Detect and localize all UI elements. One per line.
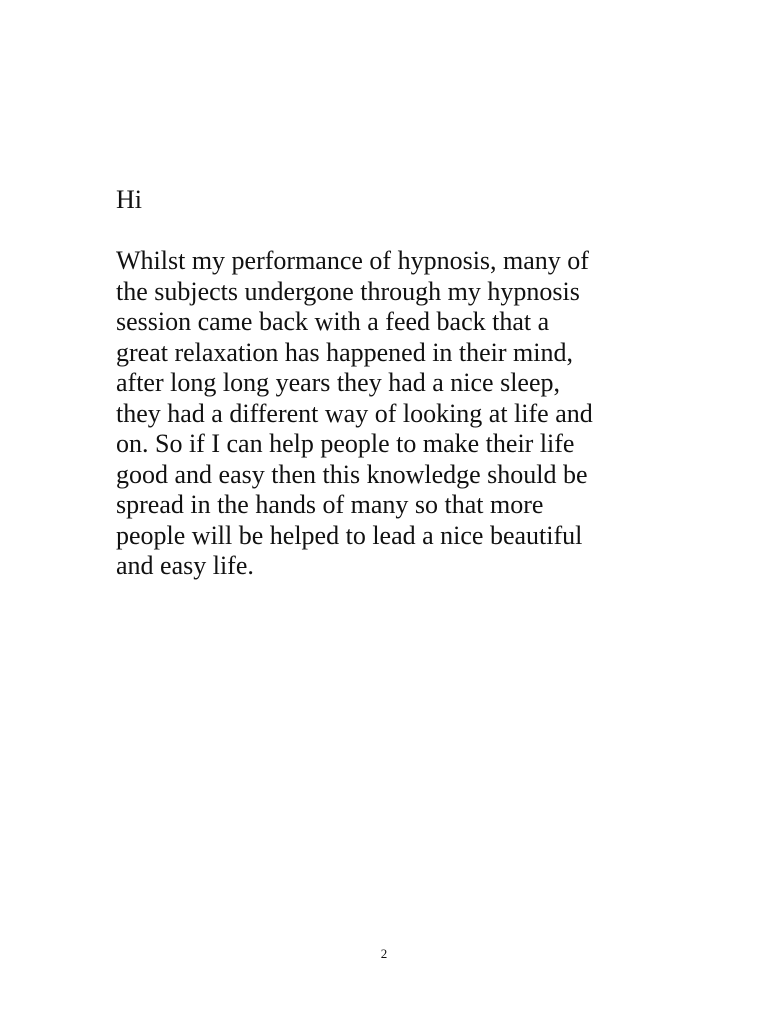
paragraph-line: on. So if I can help people to make their life — [116, 429, 575, 458]
paragraph-line: great relaxation has happened in their mind, — [116, 337, 574, 367]
paragraph-line: good and easy then this knowledge should be — [116, 459, 588, 489]
paragraph-line: session came back with a feed back that a — [116, 307, 550, 336]
greeting: Hi — [116, 185, 142, 214]
paragraph-line: people will be helped to lead a nice beautiful — [116, 520, 583, 550]
paragraph-line: the subjects undergone through my hypnosis — [116, 276, 580, 306]
paragraph-line: after long long years they had a nice sleep, — [116, 368, 560, 397]
page-number: 2 — [380, 946, 388, 961]
paragraph-line: spread in the hands of many so that more — [116, 490, 544, 519]
paragraph-line: Whilst my performance of hypnosis, many of — [116, 246, 589, 275]
paragraph-line: and easy life. — [116, 551, 254, 580]
paragraph-line: they had a different way of looking at life and — [116, 398, 593, 428]
body-paragraph — [116, 246, 676, 582]
